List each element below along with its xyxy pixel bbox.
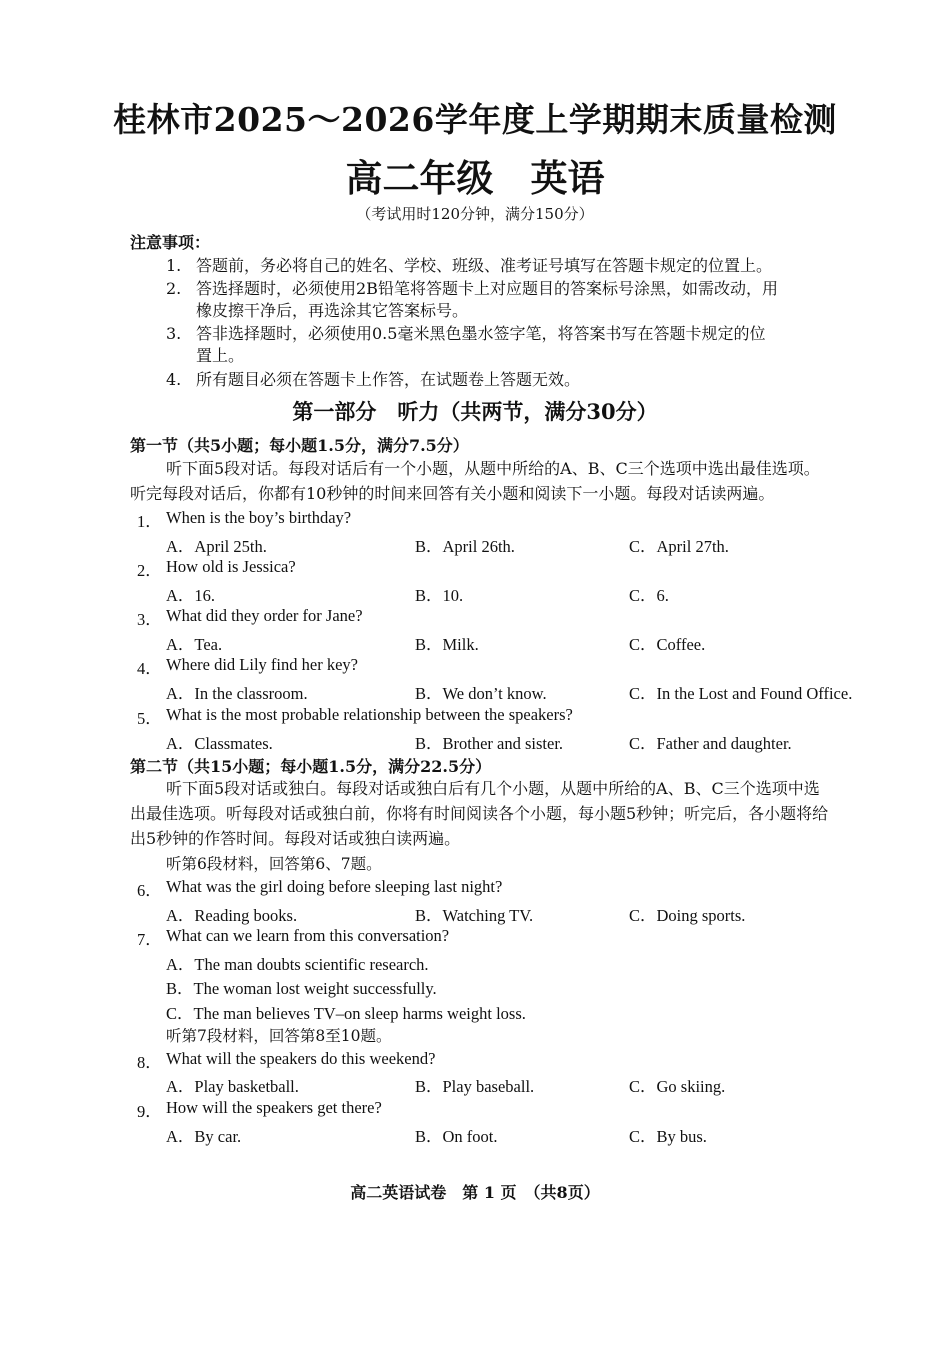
page-footer: 高二英语试卷 第 1 页 （共8页） bbox=[350, 1183, 600, 1202]
question-1-option-a: A．April 25th. bbox=[166, 537, 267, 556]
question-9-number: 9． bbox=[137, 1102, 162, 1121]
question-9-text: How will the speakers get there? bbox=[166, 1098, 382, 1117]
question-1-text: When is the boy’s birthday? bbox=[166, 508, 352, 527]
question-5-number: 5． bbox=[137, 709, 162, 728]
question-2-option-c: C．6. bbox=[629, 586, 669, 605]
question-4-option-a: A．In the classroom. bbox=[166, 684, 308, 703]
question-2-option-a: A．16. bbox=[166, 586, 216, 605]
section1-instructions-line-2: 听完每段对话后，你都有10秒钟的时间来回答有关小题和阅读下一小题。每段对话读两遍。 bbox=[130, 484, 775, 503]
question-2-option-b: B．10. bbox=[415, 586, 464, 605]
notice-item-4-num: 4. bbox=[166, 370, 182, 389]
question-1-option-c: C．April 27th. bbox=[629, 537, 729, 556]
question-9-option-c: C．By bus. bbox=[629, 1127, 707, 1146]
section2-instructions-line-2: 出最佳选项。听每段对话或独白前，你将有时间阅读各个小题，每小题5秒钟；听完后，各小题将给 bbox=[130, 804, 829, 823]
question-8-option-c: C．Go skiing. bbox=[629, 1077, 726, 1096]
material-6-note: 听第6段材料，回答第6、7题。 bbox=[166, 855, 382, 873]
question-7-option-c: C．The man believes TV–on sleep harms weight loss. bbox=[166, 1004, 526, 1023]
question-7-number: 7． bbox=[137, 930, 162, 949]
section2-instructions-line-3: 出5秒钟的作答时间。每段对话或独白读两遍。 bbox=[130, 829, 461, 848]
question-7-text: What can we learn from this conversation? bbox=[166, 926, 450, 945]
question-8-number: 8． bbox=[137, 1053, 162, 1072]
notice-item-1-line-1: 答题前，务必将自己的姓名、学校、班级、准考证号填写在答题卡规定的位置上。 bbox=[196, 256, 773, 275]
exam-subtitle: 高二年级 英语 bbox=[345, 156, 605, 200]
question-3-option-c: C．Coffee. bbox=[629, 635, 706, 654]
notice-item-2-num: 2. bbox=[166, 279, 182, 298]
question-8-option-b: B．Play baseball. bbox=[415, 1077, 535, 1096]
question-1-option-b: B．April 26th. bbox=[415, 537, 515, 556]
question-6-number: 6． bbox=[137, 881, 162, 900]
question-6-option-c: C．Doing sports. bbox=[629, 906, 746, 925]
exam-timing: （考试用时120分钟，满分150分） bbox=[356, 205, 594, 223]
notice-item-2-line-2: 橡皮擦干净后，再选涂其它答案标号。 bbox=[196, 301, 469, 320]
question-9-option-a: A．By car. bbox=[166, 1127, 242, 1146]
notice-item-2-line-1: 答选择题时，必须使用2B铅笔将答题卡上对应题目的答案标号涂黑，如需改动，用 bbox=[196, 279, 778, 298]
section1-title: 第一节（共5小题；每小题1.5分，满分7.5分） bbox=[130, 436, 469, 455]
question-7-option-a: A．The man doubts scientific research. bbox=[166, 955, 429, 974]
exam-title: 桂林市2025～2026学年度上学期期末质量检测 bbox=[113, 100, 837, 139]
section1-instructions-line-1: 听下面5段对话。每段对话后有一个小题，从题中所给的A、B、C三个选项中选出最佳选项。 bbox=[166, 459, 820, 478]
question-6-option-b: B．Watching TV. bbox=[415, 906, 534, 925]
notice-heading: 注意事项： bbox=[130, 233, 211, 252]
question-8-text: What will the speakers do this weekend? bbox=[166, 1049, 436, 1068]
notice-item-3-line-1: 答非选择题时，必须使用0.5毫米黑色墨水签字笔，将答案书写在答题卡规定的位 bbox=[196, 324, 766, 343]
question-3-option-b: B．Milk. bbox=[415, 635, 479, 654]
question-5-option-b: B．Brother and sister. bbox=[415, 734, 564, 753]
question-7-option-b: B．The woman lost weight successfully. bbox=[166, 979, 437, 998]
notice-item-4-line-1: 所有题目必须在答题卡上作答，在试题卷上答题无效。 bbox=[196, 370, 581, 389]
section2-title: 第二节（共15小题；每小题1.5分，满分22.5分） bbox=[130, 757, 492, 776]
material-7-note: 听第7段材料，回答第8至10题。 bbox=[166, 1027, 392, 1045]
question-4-number: 4． bbox=[137, 659, 162, 678]
part1-title: 第一部分 听力（共两节，满分30分） bbox=[292, 399, 658, 424]
question-6-text: What was the girl doing before sleeping last night? bbox=[166, 877, 503, 896]
notice-item-3-num: 3. bbox=[166, 324, 182, 343]
question-8-option-a: A．Play basketball. bbox=[166, 1077, 299, 1096]
question-6-option-a: A．Reading books. bbox=[166, 906, 298, 925]
question-3-number: 3． bbox=[137, 610, 162, 629]
question-5-text: What is the most probable relationship between the speakers? bbox=[166, 705, 573, 724]
notice-item-3-line-2: 置上。 bbox=[196, 346, 245, 365]
section2-instructions-line-1: 听下面5段对话或独白。每段对话或独白后有几个小题，从题中所给的A、B、C三个选项中选 bbox=[166, 779, 820, 798]
question-3-text: What did they order for Jane? bbox=[166, 606, 363, 625]
question-9-option-b: B．On foot. bbox=[415, 1127, 498, 1146]
notice-item-1-num: 1. bbox=[166, 256, 182, 275]
question-4-option-b: B．We don’t know. bbox=[415, 684, 547, 703]
question-4-option-c: C．In the Lost and Found Office. bbox=[629, 684, 853, 703]
question-2-text: How old is Jessica? bbox=[166, 557, 296, 576]
question-5-option-a: A．Classmates. bbox=[166, 734, 273, 753]
question-4-text: Where did Lily find her key? bbox=[166, 655, 358, 674]
question-2-number: 2． bbox=[137, 561, 162, 580]
question-1-number: 1． bbox=[137, 512, 162, 531]
question-3-option-a: A．Tea. bbox=[166, 635, 223, 654]
question-5-option-c: C．Father and daughter. bbox=[629, 734, 792, 753]
